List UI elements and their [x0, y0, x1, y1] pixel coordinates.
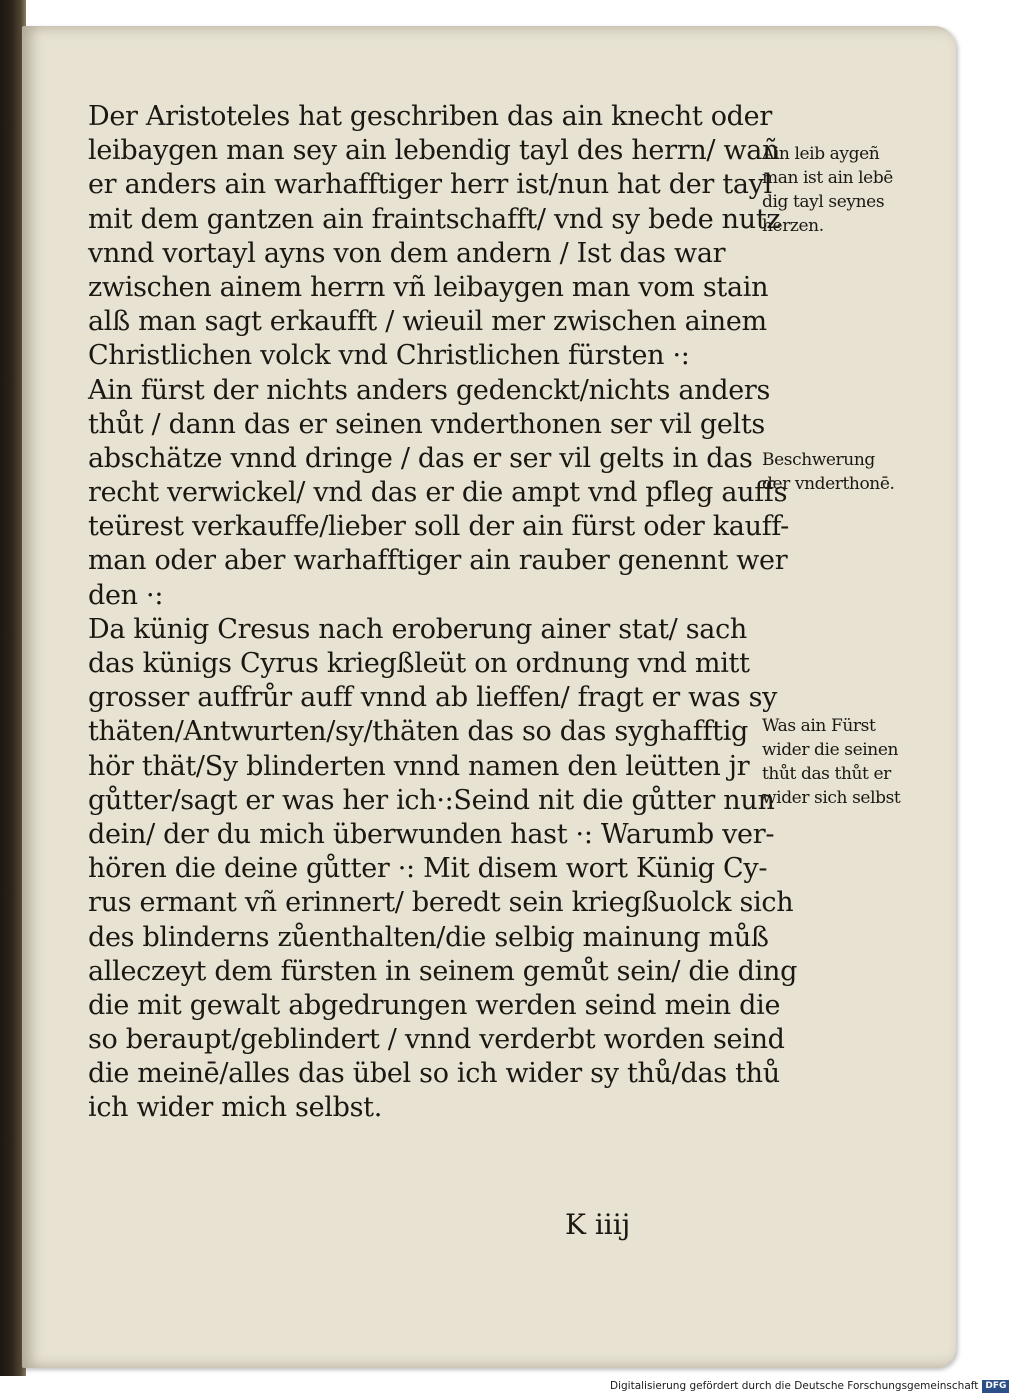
text-line: vnnd vortayl ayns von dem andern / Ist das war	[88, 237, 726, 269]
text-line: alleczeyt dem fürsten in seinem gemůt sein/ die ding	[88, 955, 798, 987]
text-line: Ain fürst der nichts anders gedenckt/nichts anders	[88, 374, 771, 406]
text-line: grosser auffrůr auff vnnd ab lieffen/ fragt er was sy	[88, 682, 778, 714]
text-line: gůtter/sagt er was her ich·:Seind nit die gůtter nun	[88, 784, 775, 816]
marginal-note-line: herzen.	[762, 216, 824, 236]
text-line: so beraupt/geblindert / vnnd verderbt worden seind	[88, 1024, 785, 1056]
marginal-note-line: dig tayl seynes	[762, 192, 885, 212]
marginal-note-line: man ist ain lebē	[762, 168, 893, 188]
text-line: Der Aristoteles hat geschriben das ain knecht oder	[88, 101, 772, 132]
marginal-note-fuerst	[762, 714, 952, 810]
text-line: recht verwickel/ vnd das er die ampt vnd pfleg auffs	[88, 477, 788, 509]
text-line: teürest verkauffe/lieber soll der ain fürst oder kauff-	[88, 511, 789, 543]
marginal-note-leibaygen	[762, 142, 952, 238]
marginal-note-line: der vnderthonē.	[762, 474, 895, 494]
digitization-footer	[610, 1376, 1007, 1397]
marginal-note-beschwerung	[762, 448, 952, 496]
text-line: alß man sagt erkaufft / wieuil mer zwischen ainem	[88, 306, 767, 338]
text-line: thůt / dann das er seinen vnderthonen ser vil gelts	[88, 408, 765, 440]
text-line: abschätze vnnd dringe / das er ser vil gelts in das	[88, 442, 753, 474]
text-line: leibaygen man sey ain lebendig tayl des herrn/ wañ	[88, 135, 780, 167]
text-line: hören die deine gůtter ·: Mit disem wort Künig Cy-	[88, 853, 768, 885]
marginal-note-line: Was ain Fürst	[762, 716, 876, 736]
text-line: thäten/Antwurten/sy/thäten das so das syghafftig	[88, 716, 749, 748]
text-line: man oder aber warhafftiger ain rauber genennt wer	[88, 545, 788, 577]
text-line: Christlichen volck vnd Christlichen fürsten ·:	[88, 340, 690, 372]
text-line: mit dem gantzen ain fraintschafft/ vnd sy bede nutz	[88, 203, 781, 235]
marginal-note-line: wider die seinen	[762, 740, 899, 760]
text-line: die mit gewalt abgedrungen werden seind mein die	[88, 989, 781, 1021]
marginal-note-line: Ain leib aygeñ	[762, 144, 880, 164]
text-line: des blinderns zůenthalten/die selbig mainung můß	[88, 921, 769, 953]
footer-text: Digitalisierung gefördert durch die Deutsche Forschungsgemeinschaft	[610, 1380, 979, 1392]
dfg-logo-icon: DFG	[982, 1380, 1009, 1393]
text-line: dein/ der du mich überwunden hast ·: Warumb ver-	[88, 818, 775, 850]
text-line: die meinē/alles das übel so ich wider sy thů/das thů	[88, 1058, 780, 1090]
text-line: rus ermant vñ erinnert/ beredt sein kriegßuolck sich	[88, 887, 794, 919]
marginal-note-line: wider sich selbst	[762, 788, 901, 808]
marginal-note-line: thůt das thůt er	[762, 764, 891, 784]
text-line: ich wider mich selbst.	[88, 1092, 382, 1124]
text-line: das künigs Cyrus kriegßleüt on ordnung vnd mitt	[88, 648, 750, 679]
text-line: er anders ain warhafftiger herr ist/nun hat der tayl	[88, 169, 772, 201]
text-line: hör thät/Sy blinderten vnnd namen den leütten jr	[88, 750, 750, 782]
text-line: den ·:	[88, 579, 164, 611]
marginal-note-line: Beschwerung	[762, 450, 875, 470]
text-line: zwischen ainem herrn vñ leibaygen man vom stain	[88, 271, 769, 303]
signature-mark: K iiij	[565, 1208, 631, 1241]
text-line: Da künig Cresus nach eroberung ainer stat/ sach	[88, 613, 748, 645]
